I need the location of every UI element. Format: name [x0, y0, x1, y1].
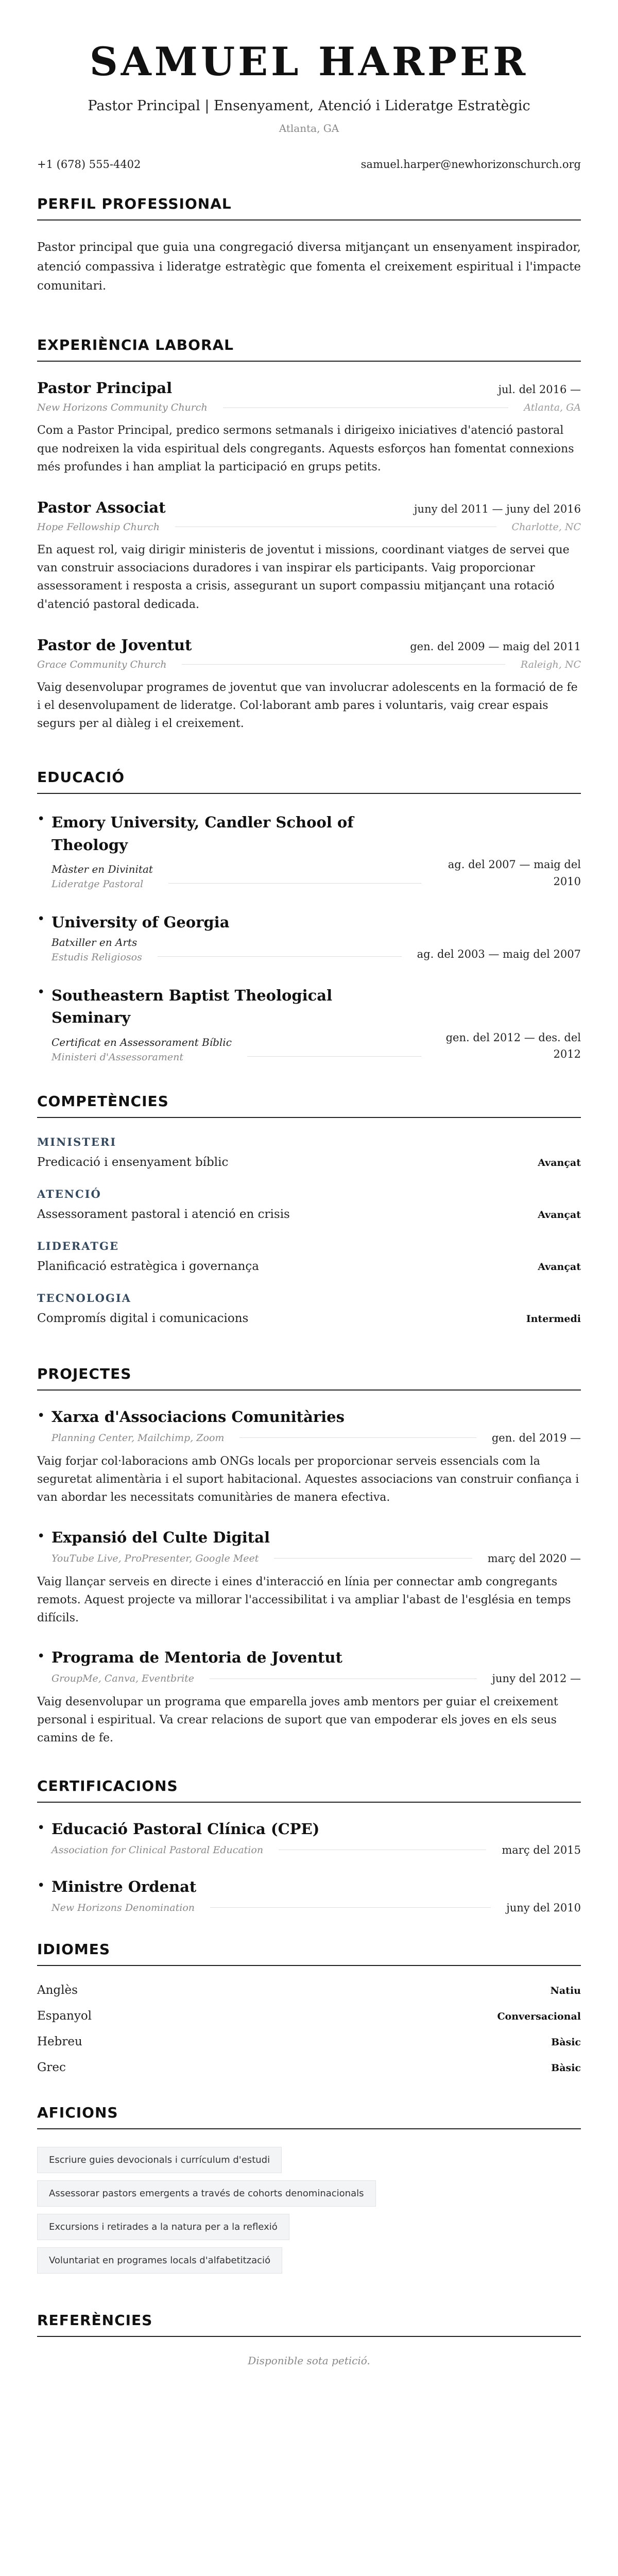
hobbies-section	[37, 2104, 581, 2281]
field-of-study: Ministeri d'Assessorament	[52, 1051, 184, 1063]
language-row	[37, 2061, 581, 2074]
projects-section	[37, 1365, 581, 1748]
job-entry	[37, 499, 581, 614]
project-tools: GroupMe, Canva, Eventbrite	[52, 1673, 195, 1685]
skill-category: ATENCIÓ	[37, 1187, 101, 1200]
project-description: Vaig desenvolupar un programa que emparella joves amb mentors per guiar el creixement personal i espiritual. Va crear relacions de suport que van empoderar els joves en els seus camins de fe.	[37, 1696, 558, 1745]
project-description: Vaig llançar serveis en directe i eines d'interacció en línia per connectar amb congregants remots. Aquest projecte va millorar l'accessibilitat i va ampliar l'abast de l'església en temps difícils.	[37, 1575, 571, 1624]
job-organization: New Horizons Community Church	[37, 402, 208, 414]
project-entry	[37, 1649, 581, 1748]
education-entry	[37, 911, 581, 963]
references-note: Disponible sota petició.	[248, 2354, 370, 2367]
language-level: Natiu	[550, 1985, 581, 1996]
certification-issuer: Association for Clinical Pastoral Education	[52, 1844, 264, 1856]
candidate-title: Pastor Principal | Ensenyament, Atenció i Lideratge Estratègic	[88, 97, 530, 114]
education-date: ag. del 2003 — maig del 2007	[417, 948, 581, 961]
skills-section	[37, 1093, 581, 1325]
divider	[182, 664, 505, 665]
job-entry	[37, 636, 581, 733]
job-title: Pastor de Joventut	[37, 636, 192, 654]
skill-category: TECNOLOGIA	[37, 1291, 131, 1304]
language-level: Bàsic	[551, 2062, 581, 2074]
language-name: Hebreu	[37, 2035, 82, 2048]
job-title: Pastor Principal	[37, 379, 173, 397]
references-section	[37, 2312, 581, 2367]
section-heading: AFICIONS	[37, 2104, 581, 2129]
divider	[247, 1056, 421, 1057]
job-title: Pastor Associat	[37, 498, 166, 516]
contact-row	[37, 158, 581, 171]
skill-name: Compromís digital i comunicacions	[37, 1311, 249, 1325]
certification-date: març del 2015	[502, 1843, 581, 1856]
job-description: Vaig desenvolupar programes de joventut que van involucrar adolescents en la formació de fe i el desenvolupament de lideratge. Col·laborant amb pares i voluntaris, vaig crear espais segurs per al diàleg i el creixement.	[37, 681, 578, 731]
degree: Batxiller en Arts	[52, 936, 138, 948]
job-date: gen. del 2009 — maig del 2011	[410, 640, 581, 653]
job-location: Charlotte, NC	[511, 521, 581, 533]
degree: Màster en Divinitat	[52, 863, 153, 876]
profile-section	[37, 195, 581, 297]
hobby-tag: Assessorar pastors emergents a través de cohorts denominacionals	[37, 2180, 376, 2207]
section-heading: COMPETÈNCIES	[37, 1093, 581, 1118]
resume-header	[37, 0, 581, 171]
skill-category: LIDERATGE	[37, 1239, 119, 1252]
job-description: En aquest rol, vaig dirigir ministeris de joventut i missions, coordinant viatges de servei que van construir associacions duradores i van inspirar els participants. Vaig proporcionar assessorament i resposta a crisis, assegurant un suport compassiu mitjançant una rotació d'atenció pastoral dedicada.	[37, 543, 570, 611]
certification-entry	[37, 1820, 581, 1856]
experience-section	[37, 336, 581, 733]
job-location: Atlanta, GA	[524, 402, 581, 414]
skill-group	[37, 1292, 581, 1325]
language-name: Espanyol	[37, 2009, 92, 2023]
project-name: • Xarxa d'Associacions Comunitàries	[52, 1408, 345, 1426]
field-of-study: Estudis Religiosos	[52, 951, 142, 963]
job-location: Raleigh, NC	[520, 658, 581, 670]
job-organization: Grace Community Church	[37, 658, 167, 670]
language-level: Bàsic	[551, 2036, 581, 2048]
certification-name: • Ministre Ordenat	[52, 1877, 197, 1895]
candidate-location: Atlanta, GA	[279, 122, 339, 134]
skill-level: Avançat	[538, 1157, 581, 1168]
section-heading: PERFIL PROFESSIONAL	[37, 195, 581, 221]
skill-level: Avançat	[538, 1261, 581, 1273]
school-name: • Southeastern Baptist Theological Seminary	[52, 986, 333, 1027]
skill-level: Intermedi	[526, 1313, 581, 1325]
section-heading: EXPERIÈNCIA LABORAL	[37, 336, 581, 362]
certification-date: juny del 2010	[506, 1901, 581, 1914]
candidate-name: SAMUEL HARPER	[89, 39, 529, 84]
certification-issuer: New Horizons Denomination	[52, 1902, 195, 1913]
language-row	[37, 2009, 581, 2023]
job-entry	[37, 379, 581, 476]
skill-group	[37, 1188, 581, 1221]
project-entry	[37, 1408, 581, 1507]
job-organization: Hope Fellowship Church	[37, 521, 160, 533]
languages-section	[37, 1941, 581, 2074]
section-heading: REFERÈNCIES	[37, 2312, 581, 2337]
profile-summary: Pastor principal que guia una congregació diversa mitjançant un ensenyament inspirador, atenció compassiva i lideratge estratègic que fomenta el creixement espiritual i l'impacte comunitari.	[37, 240, 581, 293]
project-entry	[37, 1529, 581, 1628]
degree: Certificat en Assessorament Bíblic	[52, 1036, 232, 1048]
project-name: • Expansió del Culte Digital	[52, 1528, 270, 1546]
project-tools: Planning Center, Mailchimp, Zoom	[52, 1432, 225, 1444]
project-name: • Programa de Mentoria de Joventut	[52, 1649, 342, 1667]
divider	[239, 1437, 476, 1438]
certification-entry	[37, 1878, 581, 1914]
language-row	[37, 2035, 581, 2048]
language-name: Grec	[37, 2060, 66, 2074]
divider	[210, 1907, 491, 1908]
skill-category: MINISTERI	[37, 1135, 117, 1148]
section-heading: EDUCACIÓ	[37, 769, 581, 794]
skill-name: Assessorament pastoral i atenció en crisis	[37, 1207, 290, 1221]
divider	[168, 883, 421, 884]
section-heading: PROJECTES	[37, 1365, 581, 1391]
phone[interactable]: +1 (678) 555-4402	[37, 158, 141, 171]
hobby-tag: Voluntariat en programes locals d'alfabetització	[37, 2247, 282, 2274]
education-date: gen. del 2012 — des. del 2012	[445, 1031, 581, 1061]
job-description: Com a Pastor Principal, predico sermons setmanals i dirigeixo iniciatives d'atenció pastoral que nodreixen la vida espiritual dels congregants. Aquests esforços han fomentat connexions més profundes i han ampliat la participació en grups petits.	[37, 424, 574, 473]
project-description: Vaig forjar col·laboracions amb ONGs locals per proporcionar serveis essencials com la seguretat alimentària i el suport habitacional. Aquestes associacions van construir confiança i van abordar les necessitats comunitàries de manera efectiva.	[37, 1454, 579, 1504]
skill-group	[37, 1240, 581, 1273]
skill-group	[37, 1136, 581, 1169]
education-entry	[37, 985, 581, 1063]
divider	[158, 956, 402, 957]
job-date: jul. del 2016 —	[498, 383, 581, 396]
language-row	[37, 1984, 581, 1997]
skill-name: Planificació estratègica i governança	[37, 1259, 260, 1273]
project-date: març del 2020 —	[487, 1552, 581, 1565]
education-date: ag. del 2007 — maig del 2010	[448, 858, 581, 888]
hobby-tag: Excursions i retirades a la natura per a la reflexió	[37, 2214, 289, 2240]
education-section	[37, 769, 581, 1063]
job-date: juny del 2011 — juny del 2016	[414, 502, 581, 515]
language-name: Anglès	[37, 1983, 78, 1997]
skill-level: Avançat	[538, 1209, 581, 1221]
school-name: • Emory University, Candler School of Theology	[52, 814, 354, 854]
education-entry	[37, 811, 581, 890]
hobby-tag: Escriure guies devocionals i currículum d'estudi	[37, 2147, 282, 2173]
skill-name: Predicació i ensenyament bíblic	[37, 1155, 229, 1169]
certification-name: • Educació Pastoral Clínica (CPE)	[52, 1820, 320, 1838]
language-level: Conversacional	[497, 2010, 581, 2022]
project-date: gen. del 2019 —	[491, 1431, 581, 1444]
project-date: juny del 2012 —	[492, 1672, 581, 1685]
project-tools: YouTube Live, ProPresenter, Google Meet	[52, 1552, 259, 1564]
section-heading: IDIOMES	[37, 1941, 581, 1966]
school-name: • University of Georgia	[52, 913, 230, 931]
email[interactable]: samuel.harper@newhorizonschurch.org	[360, 158, 581, 171]
field-of-study: Lideratge Pastoral	[52, 878, 144, 890]
certifications-section	[37, 1777, 581, 1914]
section-heading: CERTIFICACIONS	[37, 1777, 581, 1803]
hobby-list	[37, 2147, 581, 2281]
